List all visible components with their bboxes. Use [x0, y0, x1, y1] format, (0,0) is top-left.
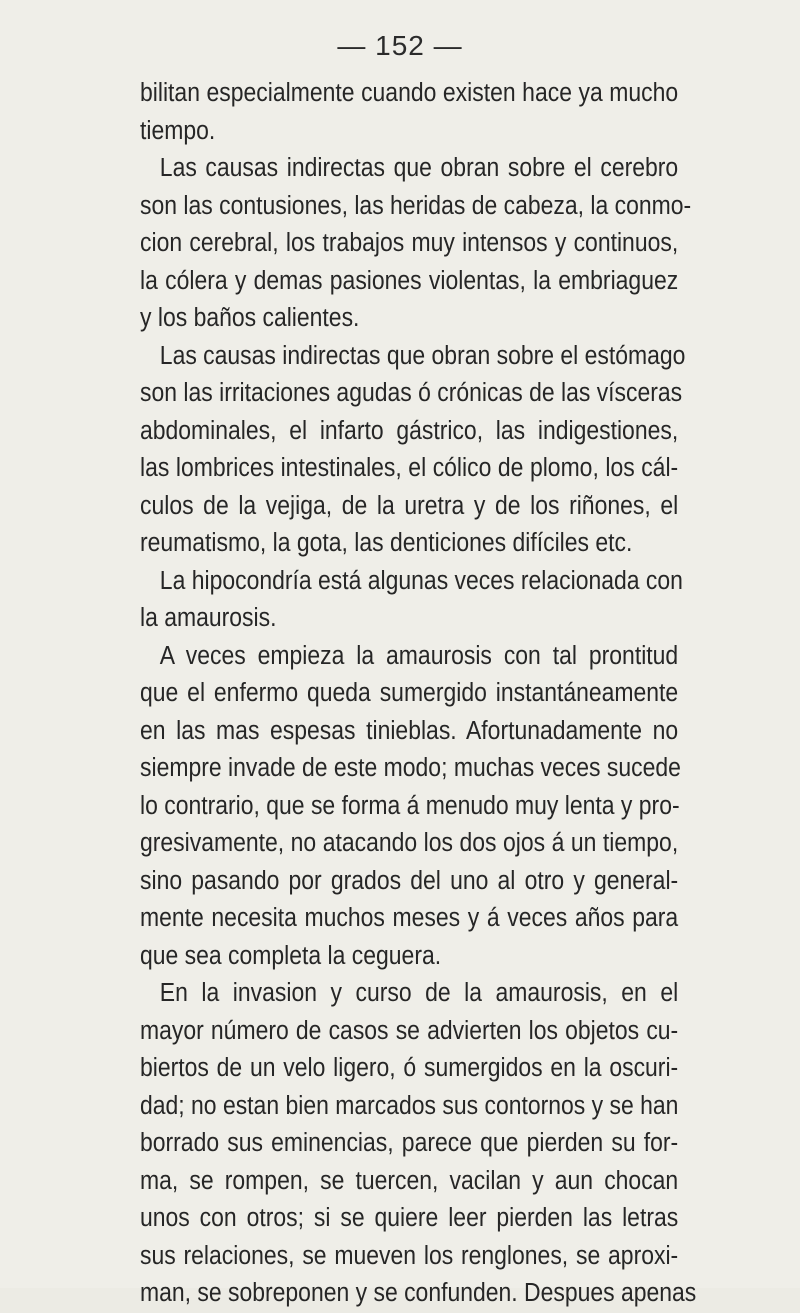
text-line: borrado sus eminencias, parece que pierden su for- [140, 1129, 679, 1157]
text-line: lo contrario, que se forma á menudo muy lenta y pro- [140, 791, 680, 820]
text-line: unos con otros; si se quiere leer pierden las letras [140, 1204, 679, 1232]
page-number: — 152 — [337, 30, 463, 61]
text-line: reumatismo, la gota, las denticiones difíciles etc. [140, 529, 633, 557]
text-line: cion cerebral, los trabajos muy intensos y continuos, [140, 229, 679, 257]
text-line: tiempo. [140, 116, 216, 145]
text-line: que sea completa la ceguera. [140, 941, 442, 970]
text-line: que el enfermo queda sumergido instantáneamente [140, 679, 679, 707]
text-line: en las mas espesas tinieblas. Afortunadamente no [140, 716, 679, 745]
text-line: La hipocondría está algunas veces relacionada con [159, 566, 683, 595]
text-line: culos de la vejiga, de la uretra y de los riñones, el [140, 491, 679, 520]
text-line: sus relaciones, se mueven los renglones, se aproxi- [140, 1241, 679, 1270]
text-line: sino pasando por grados del uno al otro y general- [140, 866, 679, 895]
text-line: gresivamente, no atacando los dos ojos á un tiempo, [140, 829, 679, 857]
text-line: siempre invade de este modo; muchas veces sucede [140, 754, 681, 782]
text-line: mayor número de casos se advierten los objetos cu- [140, 1016, 679, 1045]
text-line: Las causas indirectas que obran sobre el cerebro [159, 154, 679, 182]
text-line: son las contusiones, las heridas de cabeza, la conmo- [140, 191, 692, 220]
text-line: A veces empieza la amaurosis con tal prontitud [159, 641, 679, 670]
body-text [140, 75, 697, 1313]
text-line: las lombrices intestinales, el cólico de plomo, los cál- [140, 454, 679, 482]
text-line: abdominales, el infarto gástrico, las indigestiones, [140, 416, 679, 445]
text-line: dad; no estan bien marcados sus contornos y se han [140, 1091, 679, 1120]
text-line: la amaurosis. [140, 604, 277, 632]
text-line: mente necesita muchos meses y á veces años para [140, 904, 679, 932]
text-line: ma, se rompen, se tuercen, vacilan y aun chocan [140, 1166, 679, 1195]
text-line: biertos de un velo ligero, ó sumergidos en la oscuri- [140, 1054, 679, 1082]
text-line: y los baños calientes. [140, 304, 360, 332]
text-line: bilitan especialmente cuando existen hace ya mucho [140, 79, 679, 107]
text-line: son las irritaciones agudas ó crónicas de las vísceras [140, 379, 683, 407]
text-line: la cólera y demas pasiones violentas, la embriaguez [140, 266, 679, 295]
text-line: Las causas indirectas que obran sobre el estómago [159, 341, 686, 370]
text-line: man, se sobreponen y se confunden. Despues apenas [140, 1279, 697, 1307]
text-line: En la invasion y curso de la amaurosis, en el [159, 979, 679, 1007]
